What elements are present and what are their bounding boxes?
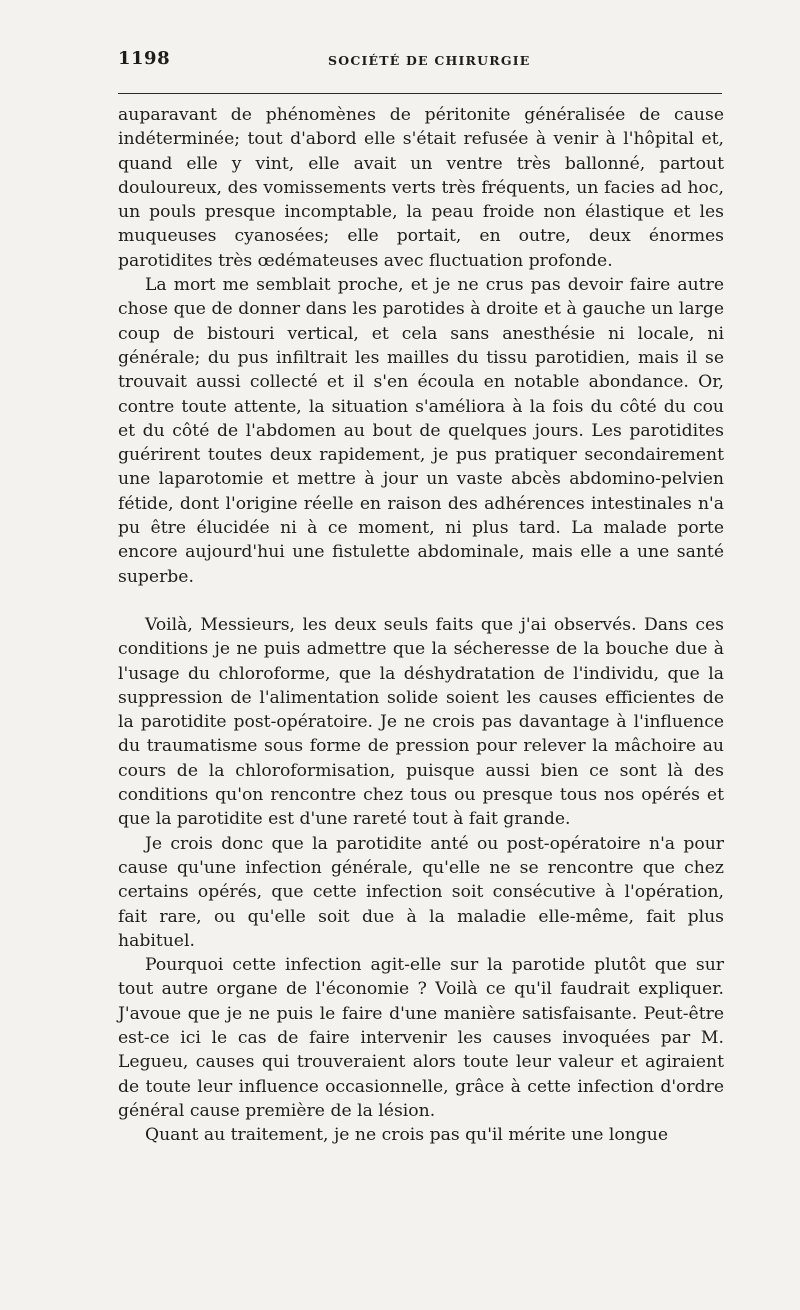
page-number: 1198 [118, 48, 171, 69]
page-header [118, 48, 722, 74]
body-text [118, 103, 724, 1147]
paragraph-two-cases: Voilà, Messieurs, les deux seuls faits que j'ai observés. Dans ces conditions je ne puis admettre que la sécheresse de la bouche due à l'usage du chloroforme, que la déshydratation de l'individu, que la suppression de l'alimentation solide soient les causes efficientes de la parotidite post-opératoire. Je ne crois pas davantage à l'influence du traumatisme sous forme de pression pour relever la mâchoire au cours de la chloroformisation, puisque aussi bien ce sont là des conditions qu'on rencontre chez tous ou presque tous nos opérés et que la parotidite est d'une rareté tout à fait grande. [118, 614, 724, 830]
paragraph-treatment: Quant au traitement, je ne crois pas qu'il mérite une longue [145, 1125, 669, 1146]
paragraph-why-parotid: Pourquoi cette infection agit-elle sur la parotide plutôt que sur tout autre organe de l'économie ? Voilà ce qu'il faudrait expliquer. J'avoue que je ne puis le faire d'une manière satisfaisante. Peut-être est-ce ici le cas de faire intervenir les causes invoquées par M. Legueu, causes qui trouveraient alors toute leur valeur et agiraient de toute leur influence occasionnelle, grâce à cette infection d'ordre général cause première de la lésion. [118, 955, 724, 1121]
paragraph-continuation: auparavant de phénomènes de péritonite généralisée de cause indéterminée; tout d'abord elle s'était refusée à venir à l'hôpital et, quand elle y vint, elle avait un ventre très ballonné, partout douloureux, des vomissements verts très fréquents, un facies ad hoc, un pouls presque incomptable, la peau froide non élastique et les muqueuses cyanosées; elle portait, en outre, deux énormes parotidites très œdémateuses avec fluctuation profonde. [118, 105, 724, 271]
paragraph-death-near: La mort me semblait proche, et je ne crus pas devoir faire autre chose que de donner dans les parotides à droite et à gauche un large coup de bistouri vertical, et cela sans anesthésie ni locale, ni générale; du pus infiltrait les mailles du tissu parotidien, mais il se trouvait aussi collecté et il s'en écoula en notable abondance. Or, contre toute attente, la situation s'améliora à la fois du côté du cou et du côté de l'abdomen au bout de quelques jours. Les parotidites guérirent toutes deux rapidement, je pus pratiquer secondairement une laparotomie et mettre à jour un vaste abcès abdomino-pelvien fétide, dont l'origine réelle en raison des adhérences intestinales n'a pu être élucidée ni à ce moment, ni plus tard. La malade porte encore aujourd'hui une fistulette abdominale, mais elle a une santé superbe. [118, 275, 724, 587]
header-rule [118, 93, 722, 94]
running-title: SOCIÉTÉ DE CHIRURGIE [328, 53, 531, 68]
paragraph-general-infection: Je crois donc que la parotidite anté ou post-opératoire n'a pour cause qu'une infection générale, qu'elle ne se rencontre que chez certains opérés, que cette infection soit consécutive à l'opération, fait rare, ou qu'elle soit due à la maladie elle-même, fait plus habituel. [118, 833, 724, 951]
